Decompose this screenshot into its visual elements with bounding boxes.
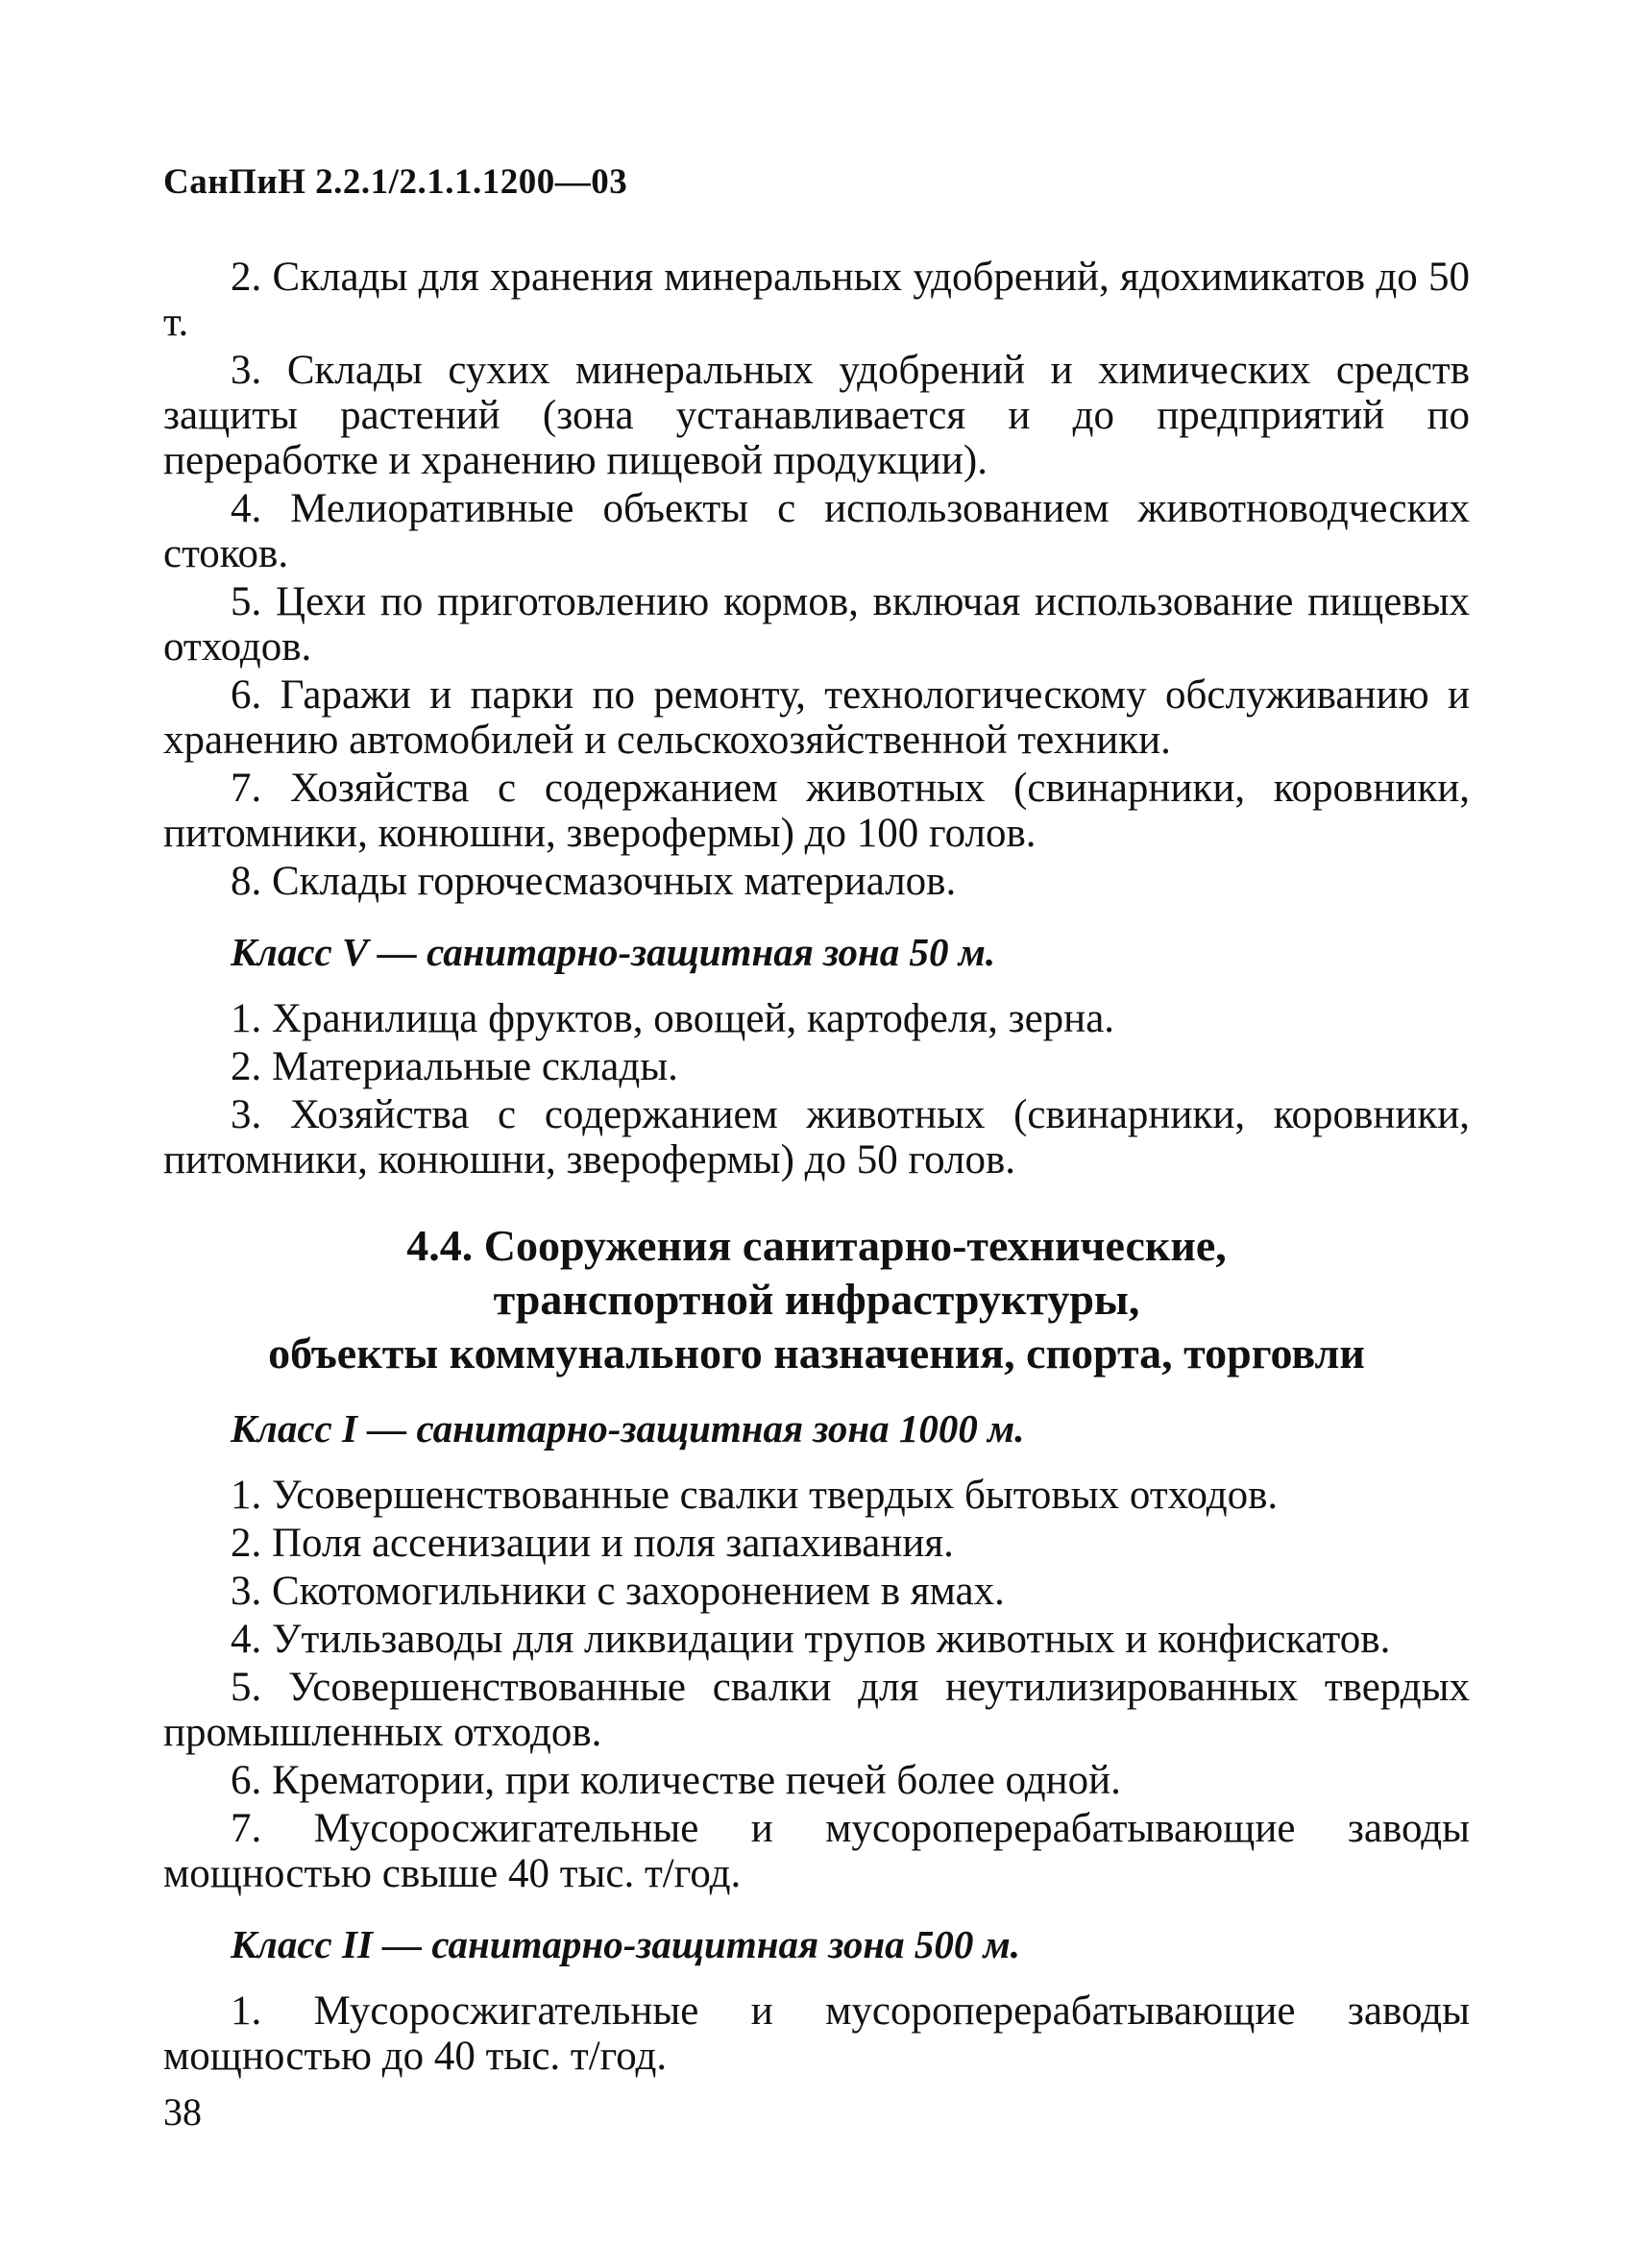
- list-item: 6. Гаражи и парки по ремонту, технологическому обслуживанию и хранению автомобилей и сельскохозяйственной техники.: [163, 672, 1470, 763]
- list-item: 2. Материальные склады.: [231, 1044, 678, 1089]
- class-i-list: [163, 1473, 1470, 1896]
- list-item: 3. Скотомогильники с захоронением в ямах.: [231, 1569, 1005, 1614]
- list-item: 5. Усовершенствованные свалки для неутилизированных твердых промышленных отходов.: [163, 1665, 1470, 1755]
- list-item: 2. Склады для хранения минеральных удобрений, ядохимикатов до 50 т.: [163, 255, 1470, 345]
- section-title-line: транспортной инфраструктуры,: [493, 1275, 1140, 1324]
- class-v-heading: Класс V — санитарно-защитная зона 50 м.: [231, 930, 996, 974]
- list-item: 1. Мусоросжигательные и мусороперерабатывающие заводы мощностью до 40 тыс. т/год.: [163, 1988, 1470, 2079]
- list-item: 4. Утильзаводы для ликвидации трупов животных и конфискатов.: [231, 1617, 1391, 1662]
- list-item: 4. Мелиоративные объекты с использованием животноводческих стоков.: [163, 486, 1470, 576]
- running-title: СанПиН 2.2.1/2.1.1.1200—03: [163, 162, 628, 202]
- list-item: 7. Мусоросжигательные и мусороперерабатывающие заводы мощностью свыше 40 тыс. т/год.: [163, 1806, 1470, 1896]
- list-item: 6. Крематории, при количестве печей более одной.: [231, 1758, 1121, 1803]
- list-item: 3. Склады сухих минеральных удобрений и химических средств защиты растений (зона устанавливается и до предприятий по переработке и хранению пищевой продукции).: [163, 348, 1470, 483]
- section-title-line: 4.4. Сооружения санитарно-технические,: [406, 1221, 1227, 1270]
- list-item: 2. Поля ассенизации и поля запахивания.: [231, 1521, 954, 1566]
- list-item: 7. Хозяйства с содержанием животных (свинарники, коровники, питомники, конюшни, зверофермы) до 100 голов.: [163, 766, 1470, 856]
- list-item: 3. Хозяйства с содержанием животных (свинарники, коровники, питомники, конюшни, зверофермы) до 50 голов.: [163, 1092, 1470, 1183]
- list-item: 5. Цехи по приготовлению кормов, включая использование пищевых отходов.: [163, 579, 1470, 670]
- class-ii-heading: Класс II — санитарно-защитная зона 500 м.: [231, 1922, 1020, 1966]
- list-item: 8. Склады горючесмазочных материалов.: [231, 859, 957, 904]
- section-title-line: объекты коммунального назначения, спорта, торговли: [268, 1329, 1365, 1378]
- class-i-heading: Класс I — санитарно-защитная зона 1000 м.: [231, 1406, 1025, 1451]
- block1-list: [163, 255, 1470, 904]
- list-item: 1. Хранилища фруктов, овощей, картофеля, зерна.: [231, 996, 1115, 1041]
- section-4-4-title: [163, 1219, 1470, 1380]
- class-ii-list: [163, 1988, 1470, 2079]
- page-number: 38: [163, 2090, 202, 2134]
- list-item: 1. Усовершенствованные свалки твердых бытовых отходов.: [231, 1473, 1279, 1518]
- document-page: [163, 161, 1470, 2079]
- class-v-list: [163, 996, 1470, 1183]
